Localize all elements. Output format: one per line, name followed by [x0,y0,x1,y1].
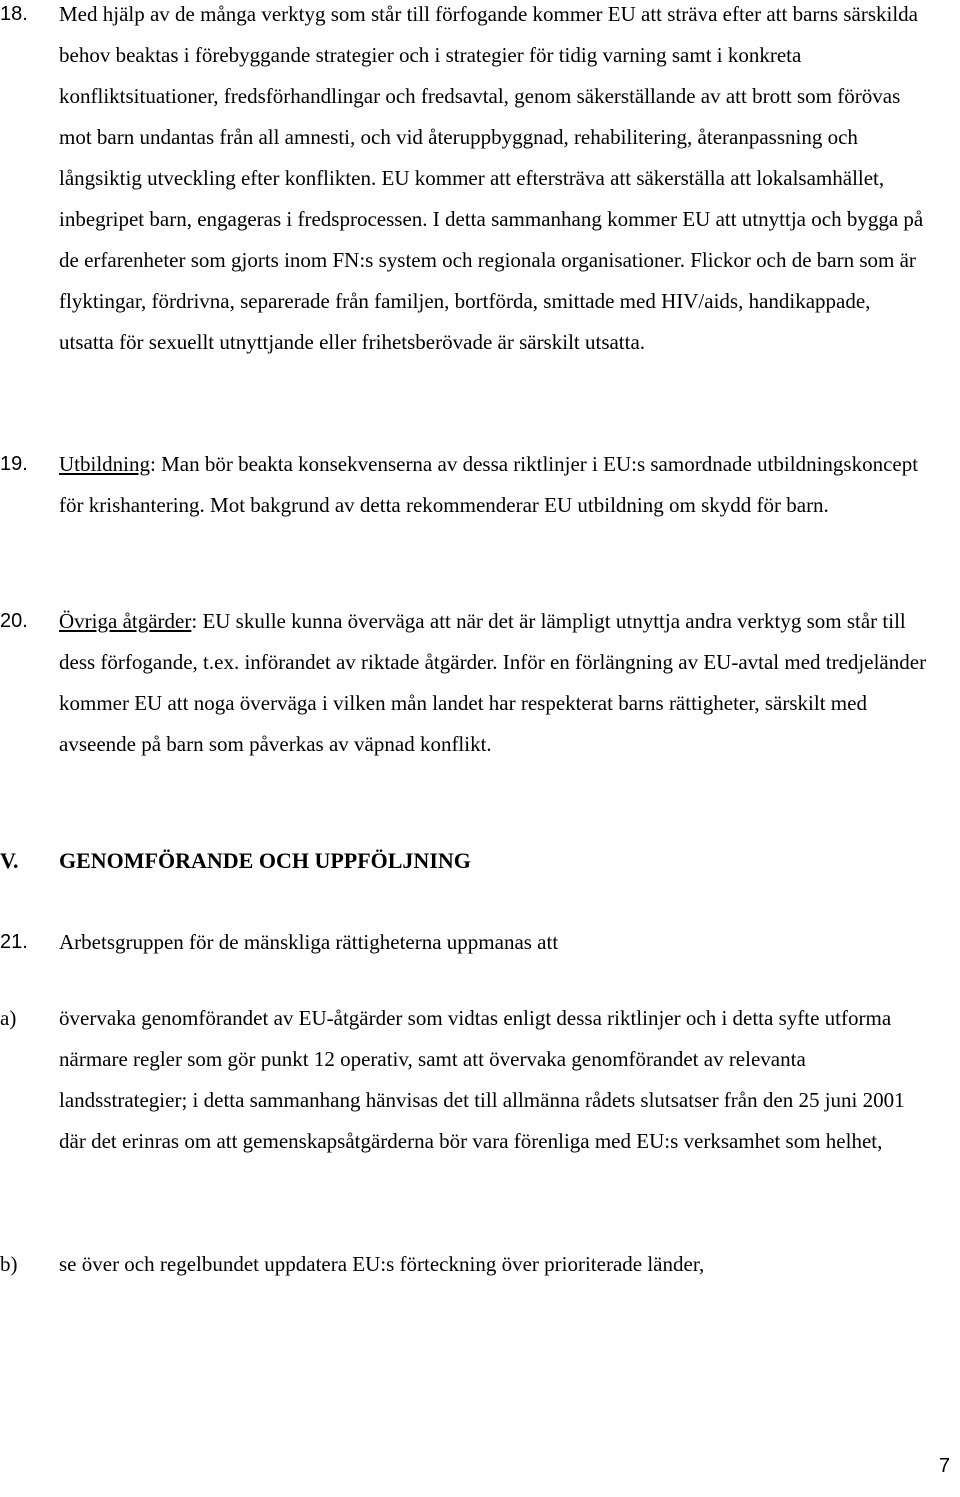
paragraph-text: Arbetsgruppen för de mänskliga rättigheterna uppmanas att [59,930,559,954]
list-item-marker: a) [0,1006,17,1030]
paragraph-number: 21. [0,931,28,953]
paragraph-number: 19. [0,453,28,475]
list-item-a [0,998,930,1162]
list-item-marker: b) [0,1252,18,1276]
paragraph-label: Övriga åtgärder [59,609,192,633]
list-item-text: övervaka genomförandet av EU-åtgärder som vidtas enligt dessa riktlinjer och i detta syfte utforma närmare regler som gör punkt 12 operativ, samt att övervaka genomförandet av relevanta landsstrategier; i detta sammanhang hänvisas det till allmänna rådets slutsatser från den 25 juni 2001 där det erinras om att gemenskapsåtgärderna bör vara förenliga med EU:s verksamhet som helhet, [59,1006,905,1153]
paragraph-20 [0,601,930,765]
section-heading-v [0,840,930,881]
paragraph-number: 18. [0,3,28,25]
paragraph-body [59,444,930,526]
paragraph-19 [0,444,930,526]
list-item-b [0,1244,930,1285]
paragraph-text: : Man bör beakta konsekvenserna av dessa riktlinjer i EU:s samordnade utbildningskoncept för krishantering. Mot bakgrund av detta rekommenderar EU utbildning om skydd för barn. [59,452,919,517]
section-title: GENOMFÖRANDE OCH UPPFÖLJNING [59,848,471,873]
paragraph-number: 20. [0,610,28,632]
paragraph-body [59,601,930,765]
paragraph-text: : EU skulle kunna överväga att när det är lämpligt utnyttja andra verktyg som står till dess förfogande, t.ex. införandet av riktade åtgärder. Inför en förlängning av EU-avtal med tredjeländer kommer EU att noga överväga i vilken mån landet har respekterat barns rättigheter, särskilt med avseende på barn som påverkas av väpnad konflikt. [59,609,927,756]
list-item-text: se över och regelbundet uppdatera EU:s förteckning över prioriterade länder, [59,1252,705,1276]
paragraph-18 [0,0,930,363]
page-number: 7 [938,1455,950,1477]
paragraph-label: Utbildning [59,452,151,476]
paragraph-text: Med hjälp av de många verktyg som står till förfogande kommer EU att sträva efter att barns särskilda behov beaktas i förebyggande strategier och i strategier för tidig varning samt i konkreta konfliktsituationer, fredsförhandlingar och fredsavtal, genom säkerställande av att brott som förövas mot barn undantas från all amnesti, och vid återuppbyggnad, rehabilitering, återanpassning och långsiktig utveckling efter konflikten. EU kommer att eftersträva att säkerställa att lokalsamhället, inbegripet barn, engageras i fredsprocessen. I detta sammanhang kommer EU att utnyttja och bygga på de erfarenheter som gjorts inom FN:s system och regionala organisationer. Flickor och de barn som är flyktingar, fördrivna, separerade från familjen, bortförda, smittade med HIV/aids, handikappade, utsatta för sexuellt utnyttjande eller frihetsberövade är särskilt utsatta. [59,2,924,354]
paragraph-21 [0,922,930,963]
section-number: V. [0,848,19,873]
